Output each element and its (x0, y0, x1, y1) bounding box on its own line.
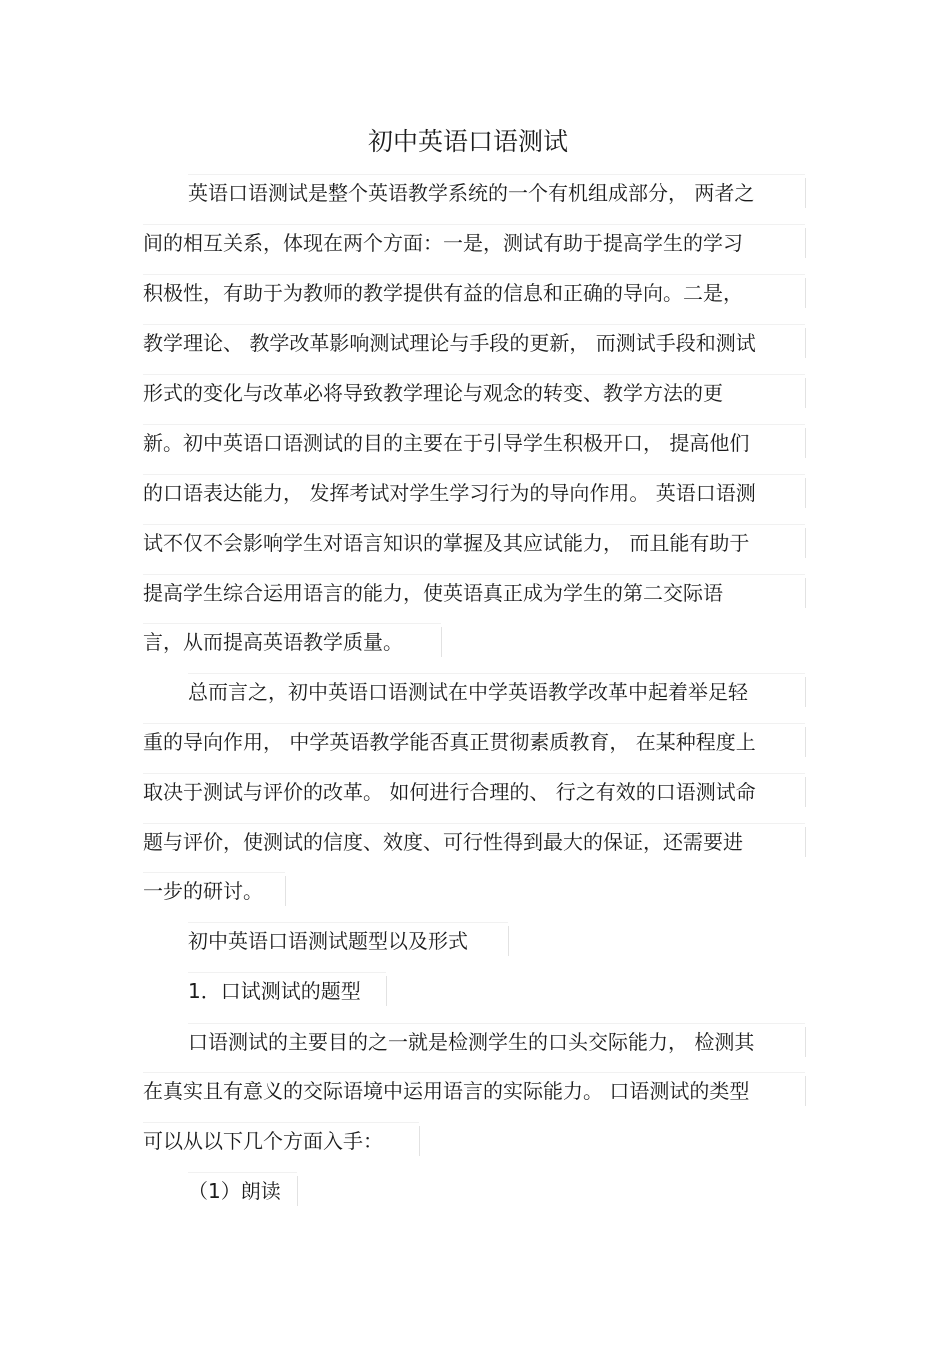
paragraph-line: 一步的研讨。 (143, 876, 286, 906)
subsection-heading: 1．口试测试的题型 (188, 976, 387, 1006)
paragraph-line: 总而言之，初中英语口语测试在中学英语教学改革中起着举足轻 (188, 677, 806, 707)
paragraph-line: 重的导向作用， 中学英语教学能否真正贯彻素质教育， 在某种程度上 (143, 727, 806, 757)
paragraph-line: 的口语表达能力， 发挥考试对学生学习行为的导向作用。 英语口语测 (143, 478, 806, 508)
paragraph-line: 可以从以下几个方面入手： (143, 1126, 420, 1156)
paragraph-line: 积极性，有助于为教师的教学提供有益的信息和正确的导向。二是， (143, 278, 806, 308)
document-title: 初中英语口语测试 (367, 127, 568, 156)
paragraph-line: 在真实且有意义的交际语境中运用语言的实际能力。 口语测试的类型 (143, 1076, 806, 1106)
paragraph-line: 提高学生综合运用语言的能力，使英语真正成为学生的第二交际语 (143, 578, 806, 608)
paragraph-line: 口语测试的主要目的之一就是检测学生的口头交际能力， 检测其 (188, 1027, 806, 1057)
paragraph-line: 题与评价，使测试的信度、效度、可行性得到最大的保证，还需要进 (143, 827, 806, 857)
paragraph-line: 英语口语测试是整个英语教学系统的一个有机组成部分， 两者之 (188, 178, 806, 208)
paragraph-line: 言，从而提高英语教学质量。 (143, 627, 442, 657)
paragraph-line: 教学理论、 教学改革影响测试理论与手段的更新， 而测试手段和测试 (143, 328, 806, 358)
paragraph-line: 试不仅不会影响学生对语言知识的掌握及其应试能力， 而且能有助于 (143, 528, 806, 558)
section-heading: 初中英语口语测试题型以及形式 (188, 926, 509, 956)
paragraph-line: 形式的变化与改革必将导致教学理论与观念的转变、教学方法的更 (143, 378, 806, 408)
paragraph-line: 新。初中英语口语测试的目的主要在于引导学生积极开口， 提高他们 (143, 428, 806, 458)
paragraph-line: 取决于测试与评价的改革。 如何进行合理的、 行之有效的口语测试命 (143, 777, 806, 807)
paragraph-line: 间的相互关系，体现在两个方面：一是，测试有助于提高学生的学习 (143, 228, 806, 258)
list-item: （1）朗读 (188, 1176, 298, 1206)
